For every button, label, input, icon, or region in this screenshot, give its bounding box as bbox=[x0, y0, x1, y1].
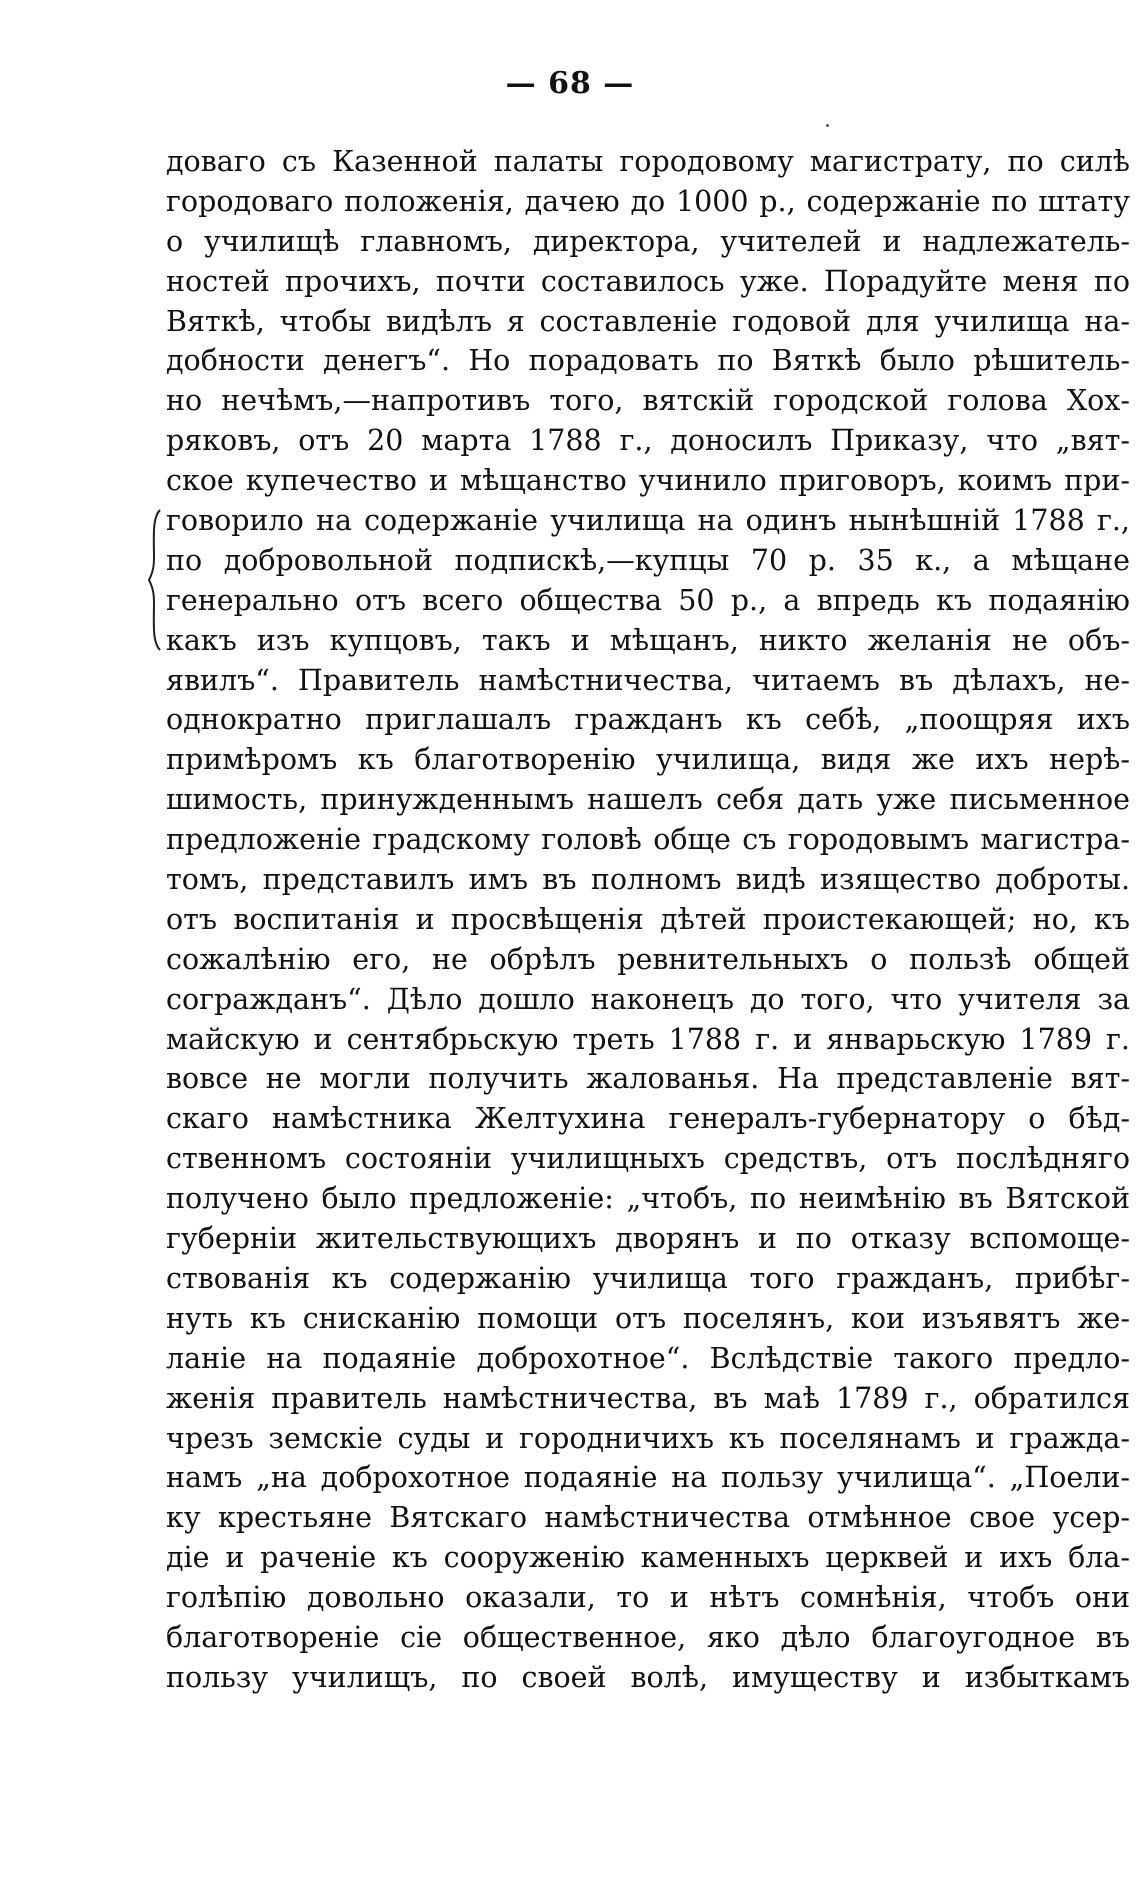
text-line: майскую и сентябрьскую треть 1788 г. и январьскую 1789 г. bbox=[166, 1022, 1130, 1056]
text-line: но нечѣмъ,—напротивъ того, вятскій городской голова Хох- bbox=[166, 384, 1130, 418]
text-line: Вяткѣ, чтобы видѣлъ я составленіе годовой для училища на- bbox=[166, 304, 1130, 338]
text-line: вовсе не могли получить жалованья. На представленіе вят- bbox=[166, 1062, 1130, 1096]
text-line: чрезъ земскіе суды и городничихъ къ поселянамъ и гражда- bbox=[166, 1421, 1130, 1455]
text-line: діе и раченіе къ сооруженію каменныхъ церквей и ихъ бла- bbox=[166, 1541, 1130, 1575]
text-line: отъ воспитанія и просвѣщенія дѣтей проистекающей; но, къ bbox=[166, 902, 1130, 936]
text-line: томъ, представилъ имъ въ полномъ видѣ изящество доброты. bbox=[166, 863, 1130, 897]
text-line: какъ изъ купцовъ, такъ и мѣщанъ, никто желанія не объ- bbox=[166, 623, 1130, 657]
text-line: голѣпію довольно оказали, то и нѣтъ сомнѣнія, чтобъ они bbox=[166, 1581, 1130, 1615]
text-line: предложеніе градскому головѣ обще съ городовымъ магистра- bbox=[166, 823, 1130, 857]
print-speck bbox=[826, 124, 829, 127]
body-text bbox=[166, 142, 1130, 1698]
text-line: доваго съ Казенной палаты городовому магистрату, по силѣ bbox=[166, 145, 1130, 178]
page-number: — 68 — bbox=[505, 66, 635, 101]
text-line: ствованія къ содержанію училища того гражданъ, прибѣг- bbox=[166, 1261, 1130, 1295]
text-line: по добровольной подпискѣ,—купцы 70 р. 35 к., а мѣщане bbox=[166, 543, 1130, 577]
margin-bracket-mark bbox=[148, 508, 162, 652]
text-line: говорило на содержаніе училища на одинъ нынѣшній 1788 г., bbox=[166, 504, 1130, 538]
text-line: согражданъ“. Дѣло дошло наконецъ до того, что учителя за bbox=[166, 982, 1130, 1016]
text-line: примѣромъ къ благотворенію училища, видя же ихъ нерѣ- bbox=[166, 743, 1130, 777]
text-line: женія правитель намѣстничества, въ маѣ 1789 г., обратился bbox=[166, 1381, 1130, 1415]
text-line: ряковъ, отъ 20 марта 1788 г., доносилъ Приказу, что „вят- bbox=[166, 424, 1130, 458]
text-line: генерально отъ всего общества 50 р., а впредь къ подаянію bbox=[166, 583, 1130, 617]
text-line: о училищѣ главномъ, директора, учителей и надлежатель- bbox=[166, 224, 1130, 258]
text-line: ственномъ состояніи училищныхъ средствъ, отъ послѣдняго bbox=[166, 1142, 1130, 1176]
text-line: скаго намѣстника Желтухина генералъ-губернатору о бѣд- bbox=[166, 1102, 1130, 1136]
text-line: пользу училищъ, по своей волѣ, имуществу и избыткамъ bbox=[166, 1660, 1130, 1694]
text-line: получено было предложеніе: „чтобъ, по неимѣнію въ Вятской bbox=[166, 1182, 1130, 1216]
text-line: благотвореніе сіе общественное, яко дѣло благоугодное въ bbox=[166, 1620, 1130, 1654]
text-line: добности денегъ“. Но порадовать по Вяткѣ было рѣшитель- bbox=[166, 344, 1130, 378]
text-line: сожалѣнію его, не обрѣлъ ревнительныхъ о пользѣ общей bbox=[166, 942, 1130, 976]
text-line: однократно приглашалъ гражданъ къ себѣ, „поощряя ихъ bbox=[166, 703, 1130, 737]
text-line: губерніи жительствующихъ дворянъ и по отказу вспомоще- bbox=[166, 1222, 1130, 1256]
text-line: ланіе на подаяніе доброхотное“. Вслѣдствіе такого предло- bbox=[166, 1341, 1130, 1375]
text-line: ское купечество и мѣщанство учинило приговоръ, коимъ при- bbox=[166, 464, 1130, 498]
text-line: ку крестьяне Вятскаго намѣстничества отмѣнное свое усер- bbox=[166, 1501, 1130, 1535]
text-line: ностей прочихъ, почти составилось уже. Порадуйте меня по bbox=[166, 264, 1130, 298]
text-line: намъ „на доброхотное подаяніе на пользу училища“. „Поели- bbox=[166, 1461, 1130, 1495]
text-line: шимость, принужденнымъ нашелъ себя дать уже письменное bbox=[166, 783, 1130, 817]
text-line: городоваго положенія, дачею до 1000 р., содержаніе по штату bbox=[166, 184, 1130, 218]
text-line: явилъ“. Правитель намѣстничества, читаемъ въ дѣлахъ, не- bbox=[166, 663, 1130, 697]
text-line: нуть къ снисканію помощи отъ поселянъ, кои изъявятъ же- bbox=[166, 1301, 1130, 1335]
